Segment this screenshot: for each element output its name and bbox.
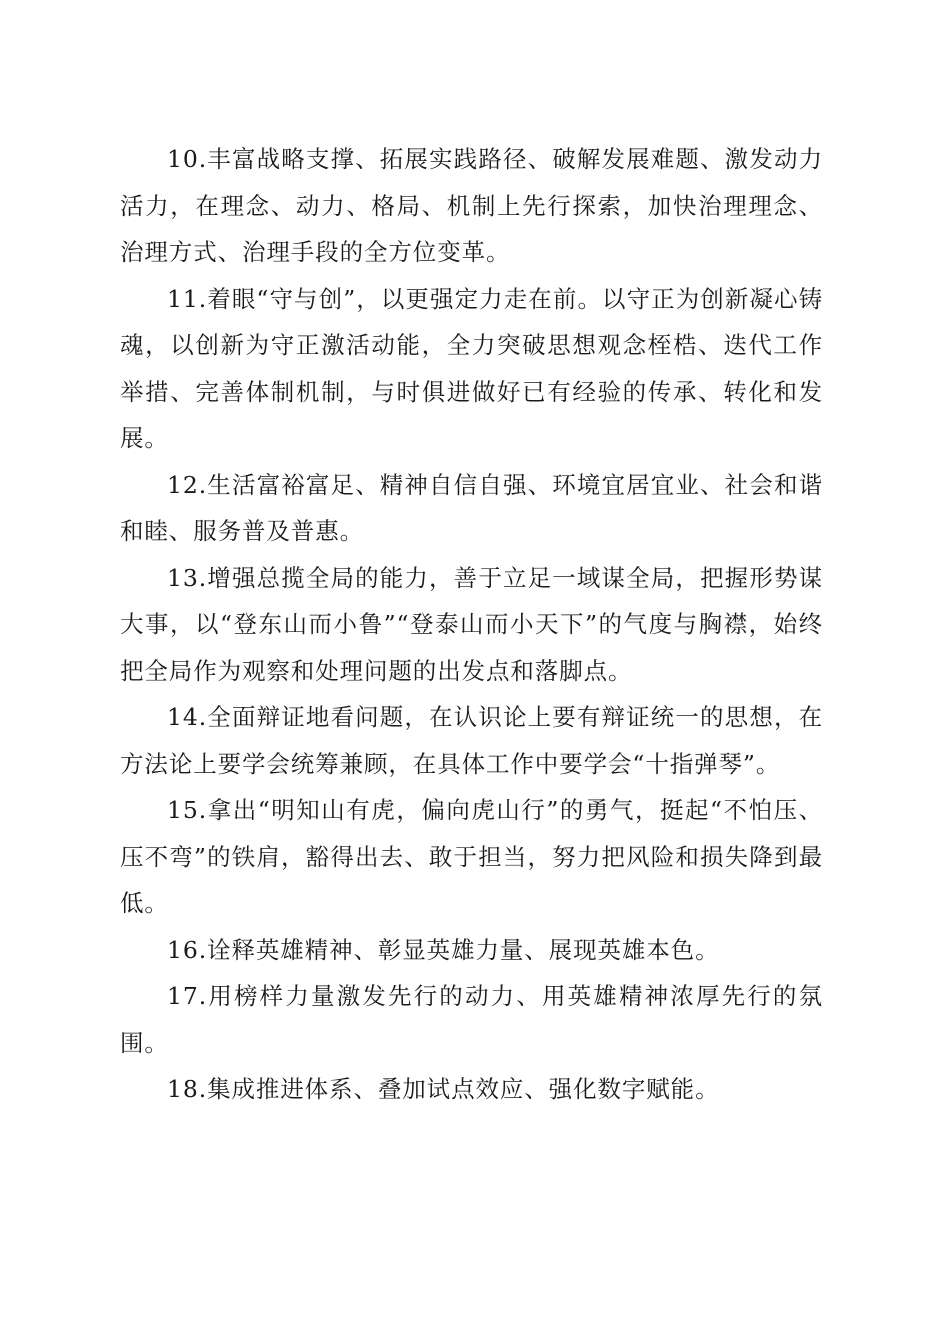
paragraph-15: 15.拿出“明知山有虎，偏向虎山行”的勇气，挺起“不怕压、压不弯”的铁肩，豁得出去、敢于担当，努力把风险和损失降到最低。: [120, 796, 823, 917]
paragraph-14: 14.全面辩证地看问题，在认识论上要有辩证统一的思想，在方法论上要学会统筹兼顾，在具体工作中要学会“十指弹琴”。: [120, 703, 823, 778]
document-body: [120, 136, 823, 1113]
paragraph-18: 18.集成推进体系、叠加试点效应、强化数字赋能。: [167, 1075, 720, 1103]
paragraph-12: 12.生活富裕富足、精神自信自强、环境宜居宜业、社会和谐和睦、服务普及普惠。: [120, 470, 823, 545]
paragraph-11: 11.着眼“守与创”，以更强定力走在前。以守正为创新凝心铸魂，以创新为守正激活动能，全力突破思想观念桎梏、迭代工作举措、完善体制机制，与时俱进做好已有经验的传承、转化和发展。: [120, 284, 823, 452]
paragraph-13: 13.增强总揽全局的能力，善于立足一域谋全局，把握形势谋大事，以“登东山而小鲁”“登泰山而小天下”的气度与胸襟，始终把全局作为观察和处理问题的出发点和落脚点。: [120, 563, 823, 685]
paragraph-16: 16.诠释英雄精神、彰显英雄力量、展现英雄本色。: [167, 935, 720, 964]
paragraph-17: 17.用榜样力量激发先行的动力、用英雄精神浓厚先行的氛围。: [120, 982, 823, 1057]
paragraph-10: 10.丰富战略支撑、拓展实践路径、破解发展难题、激发动力活力，在理念、动力、格局、机制上先行探索，加快治理理念、治理方式、治理手段的全方位变革。: [120, 145, 823, 266]
